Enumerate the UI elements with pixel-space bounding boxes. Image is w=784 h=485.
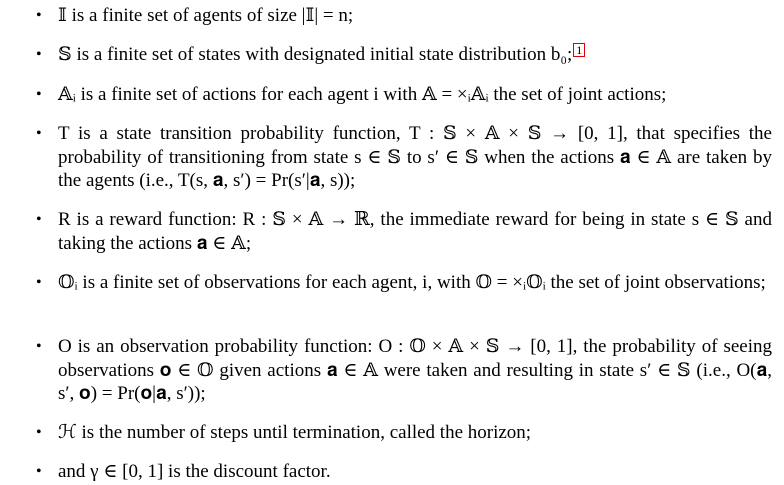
bullet-icon: • bbox=[36, 86, 42, 103]
definition-text-reward: R is a reward function: R : 𝕊 × 𝔸 → ℝ, the immediate reward for being in state s ∈ 𝕊 and taking the actions 𝐚 ∈ 𝔸; bbox=[58, 209, 772, 254]
bullet-icon: • bbox=[36, 463, 42, 480]
bullet-icon: • bbox=[36, 211, 42, 228]
states-text: 𝕊 is a finite set of states with designated initial state distribution b₀; bbox=[58, 44, 573, 65]
bullet-icon: • bbox=[36, 46, 42, 63]
bullet-icon: • bbox=[36, 7, 42, 24]
definition-text-states bbox=[58, 43, 772, 67]
definition-text-horizon: ℋ is the number of steps until termination, called the horizon; bbox=[58, 422, 532, 443]
definition-text-observation-function: O is an observation probability function: O : 𝕆 × 𝔸 × 𝕊 → [0, 1], the probability of seeing observations 𝐨 ∈ 𝕆 given actions 𝐚 ∈ 𝔸 were taken and resulting in state s′ ∈ 𝕊 (i.e., O(𝐚, s′, 𝐨) = Pr(𝐨|𝐚, s′)); bbox=[58, 336, 772, 404]
footnote-marker[interactable]: 1 bbox=[573, 43, 585, 57]
bullet-icon: • bbox=[36, 125, 42, 142]
definition-text-agents: 𝕀 is a finite set of agents of size |𝕀| = n; bbox=[58, 5, 354, 26]
definition-text-actions: 𝔸ᵢ is a finite set of actions for each agent i with 𝔸 = ×ᵢ𝔸ᵢ the set of joint actions; bbox=[58, 84, 667, 105]
definition-text-transition: T is a state transition probability function, T : 𝕊 × 𝔸 × 𝕊 → [0, 1], that specifies the probability of transitioning from state s ∈ 𝕊 to s′ ∈ 𝕊 when the actions 𝐚 ∈ 𝔸 are taken by the agents (i.e., T(s, 𝐚, s′) = Pr(s′|𝐚, s)); bbox=[58, 123, 772, 191]
definition-text-discount: and γ ∈ [0, 1] is the discount factor. bbox=[58, 461, 331, 482]
bullet-icon: • bbox=[36, 274, 42, 291]
bullet-icon: • bbox=[36, 424, 42, 441]
definition-text-observations: 𝕆ᵢ is a finite set of observations for each agent, i, with 𝕆 = ×ᵢ𝕆ᵢ the set of joint observations; bbox=[58, 272, 766, 293]
bullet-icon: • bbox=[36, 338, 42, 355]
